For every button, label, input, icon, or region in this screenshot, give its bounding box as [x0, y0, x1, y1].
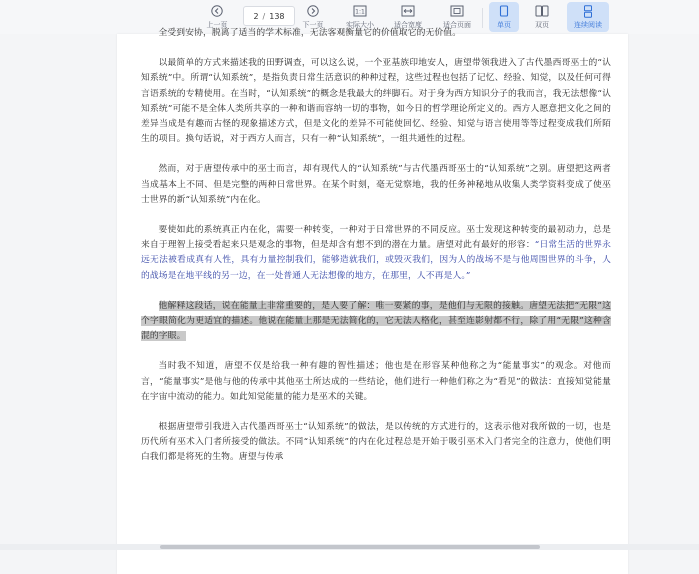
- page-text: [141, 26, 611, 481]
- quoted-passage: “日常生活的世界永远无法被看成真有人性，具有力量控制我们，能够造就我们，或毁灭我们，因为人的战场不是与他周围世界的斗争，人的战场是在地平线的另一边，在一处普通人无法想像的地方，在那里，人不再是人。”: [141, 240, 611, 281]
- document-viewport[interactable]: [0, 28, 699, 544]
- continuous-reading-icon: [583, 5, 593, 18]
- fit-page-label: 适合页面: [443, 21, 471, 29]
- paragraph-3-text: 要使如此的系统真正内在化，需要一种转变，一种对于日常世界的不同反应。巫士发现这种转变的最初动力，总是来自于理智上接受看起来只是观念的事物，但是却含有想不到的潜在力量。唐望对此有最好的形容：: [141, 225, 611, 251]
- page-indicator[interactable]: [243, 6, 295, 26]
- chevron-right-icon: [307, 4, 319, 18]
- svg-text:1:1: 1:1: [355, 8, 365, 16]
- fit-width-label: 适合宽度: [394, 21, 422, 29]
- page-separator: /: [262, 11, 266, 21]
- page-total: 138: [269, 11, 285, 21]
- next-page-label: 下一页: [302, 21, 324, 29]
- fit-page-icon: [450, 4, 464, 18]
- paragraph-0: 全受到安协，脱离了适当的学术标准，无法客观衡量它的价值取它的无价值。: [158, 28, 462, 38]
- page-current-input[interactable]: 2: [253, 11, 259, 21]
- double-page-label: 双页: [535, 21, 549, 29]
- single-page-label: 单页: [497, 21, 511, 29]
- chevron-left-icon: [211, 4, 223, 18]
- continuous-reading-label: 连续阅读: [574, 21, 602, 29]
- paragraph-3: [141, 223, 611, 284]
- prev-page-label: 上一页: [206, 21, 228, 29]
- toolbar-divider: [482, 8, 483, 28]
- horizontal-scrollbar[interactable]: [0, 544, 699, 550]
- paragraph-4: [141, 299, 611, 345]
- paragraph-5: 当时我不知道，唐望不仅是给我一种有趣的智性描述；他也是在形容某种他称之为“能量事实”的观念。对他而言，“能量事实”是他与他的传承中其他巫士所达成的一些结论，他们进行一种他们称之为“看见”的做法：直接知觉能量在宇宙中流动的能力。如此知觉能量的能力是巫术的关键。: [141, 361, 611, 402]
- paragraph-2: 然而，对于唐望传承中的巫士而言，却有现代人的“认知系统”与古代墨西哥巫士的“认知系统”之别。唐望把这两者当成基本上不同、但是完整的两种日常世界。在某个时刻，毫无觉察地，我的任务神秘地从收集人类学资料变成了使巫士世界的新“认知系统”内在化。: [141, 164, 611, 205]
- single-page-icon: [499, 5, 509, 18]
- document-page: [117, 28, 628, 574]
- selected-text[interactable]: 他解释这段话，说在能量上非常重要的，是人要了解：唯一要紧的事，是他们与无限的接触。唐望无法把“无限”这个字眼简化为更适宜的描述。他说在能量上那是无法简化的，它无法人格化，甚至连影射都不行，除了用“无限”这种含混的字眼。: [141, 300, 611, 342]
- double-page-icon: [535, 5, 549, 18]
- paragraph-6: 根据唐望带引我进入古代墨西哥巫士“认知系统”的做法，是以传统的方式进行的，这表示他对我所做的一切，也是历代所有巫术入门者所接受的做法。不同“认知系统”的内在化过程总是开始于吸引巫术入门者完全的注意力，使他们明白我们都是将死的生物。唐望与传承: [141, 422, 611, 463]
- actual-size-label: 实际大小: [346, 21, 374, 29]
- actual-size-icon: [353, 4, 367, 18]
- fit-width-icon: [401, 4, 415, 18]
- scrollbar-thumb[interactable]: [160, 545, 540, 549]
- paragraph-1: 以最简单的方式来描述我的田野调查，可以这么说，一个亚基族印地安人，唐望带领我进入了古代墨西哥巫士的“认知系统”中。所谓“认知系统”，是指负责日常生活意识的种种过程，这些过程也包括了记忆、经验、知觉，以及任何可得言语系统的专精使用。在当时，“认知系统”的概念是我最大的绊脚石。对于身为西方知识分子的我而言，我无法想像“认知系统”可能不是全体人类所共享的一种和谐而容纳一切的事物，如今日的哲学理论所定义的。西方人愿意把文化之间的差异当成是有趣而古怪的现象描述方式，但是文化的差异不可能使回忆、经验、知觉与语言使用等等过程变成我们所陌生的项目。换句话说，对于西方人而言，只有一种“认知系统”，一组共通性的过程。: [141, 58, 611, 145]
